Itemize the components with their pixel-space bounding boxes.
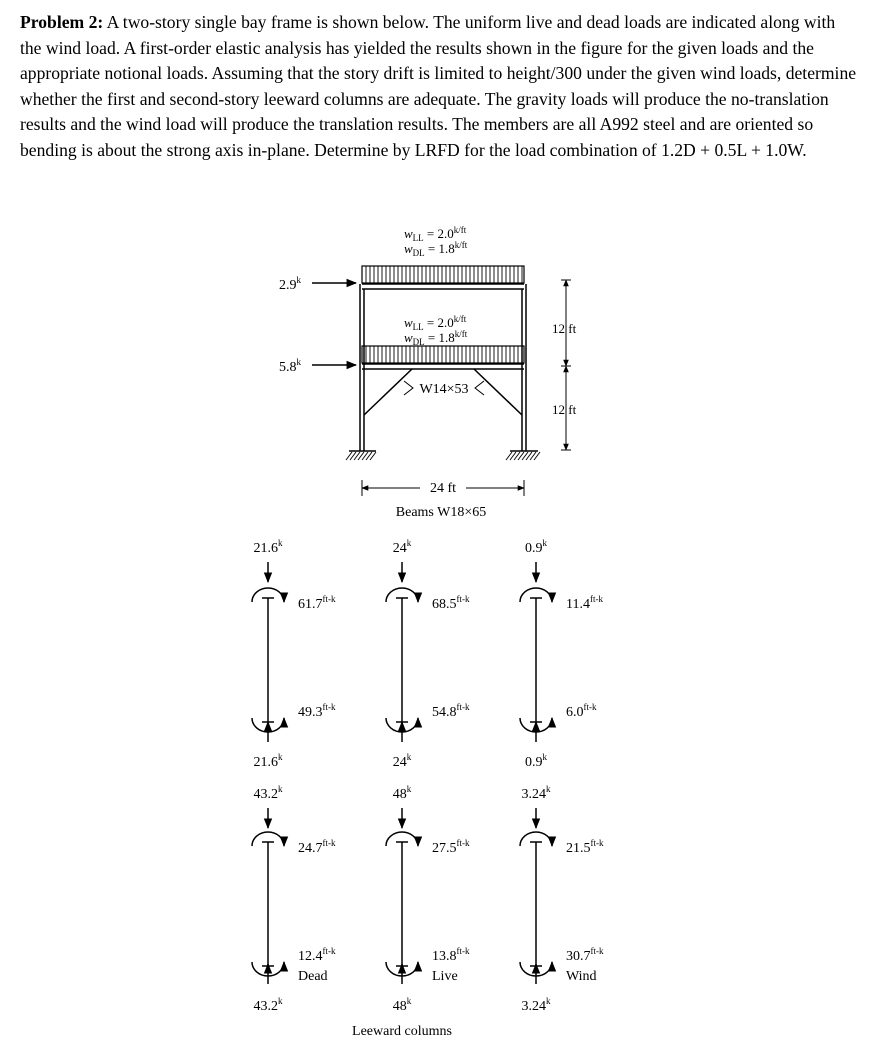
- floor-live-load-label: $w_{LL} = 2.0^{k/ft}$: [404, 314, 467, 332]
- dead-upper-moment-top-label: $61.7^{ft-k}$: [298, 594, 336, 612]
- leeward-column-diagrams: [252, 538, 604, 1014]
- wind-lower-moment-top-label: $21.5^{ft-k}$: [566, 838, 604, 856]
- problem-label: Problem 2:: [20, 12, 104, 32]
- wind-lower-axial-bottom-label: 3.24$^k$: [521, 996, 551, 1014]
- wind-upper-axial-bottom-label: 0.9$^k$: [525, 752, 547, 770]
- dead-case-label: Dead: [298, 969, 328, 984]
- live-upper-moment-bottom-label: $54.8^{ft-k}$: [432, 702, 470, 720]
- column-pointer-right: [475, 381, 484, 395]
- roof-distributed-load: [362, 266, 524, 283]
- dead-upper-moment-bottom-label: $49.3^{ft-k}$: [298, 702, 336, 720]
- live-lower-moment-bottom-label: $13.8^{ft-k}$: [432, 946, 470, 964]
- wind-upper-moment-top-label: $11.4^{ft-k}$: [566, 594, 603, 612]
- wind-upper-story: [520, 538, 603, 770]
- dead-upper-axial-top-label: 21.6$^k$: [253, 538, 283, 556]
- story-bottom-height: 12 ft: [552, 402, 577, 417]
- wind-case-label: Wind: [566, 969, 597, 984]
- left-support-hatch: [346, 452, 376, 460]
- right-support-hatch: [506, 452, 540, 460]
- left-brace: [364, 369, 412, 415]
- live-lower-moment-top-label: $27.5^{ft-k}$: [432, 838, 470, 856]
- wind-upper-moment-bottom-label: $6.0^{ft-k}$: [566, 702, 597, 720]
- right-brace: [474, 369, 522, 415]
- live-case-label: Live: [432, 969, 458, 984]
- story-top-height: 12 ft: [552, 321, 577, 336]
- live-upper-axial-bottom-label: 24$^k$: [392, 752, 412, 770]
- live-lower-axial-top-label: 48$^k$: [392, 784, 412, 802]
- column-pointer-left: [404, 381, 413, 395]
- problem-text: A two-story single bay frame is shown below. The uniform live and dead loads are indicated along with the wind load. A first-order elastic analysis has yielded the results shown in the figure for the given loads and the appropriate notional loads. Assuming that the story drift is limited to height/300 under the given wind loads, determine whether the first and second-story leeward columns are adequate. The gravity loads will produce the no-translation results and the wind load will produce the translation results. The members are all A992 steel and are oriented so bending is about the strong axis in-plane. Determine by LRFD for the load combination of 1.2D + 0.5L + 1.0W.: [20, 12, 857, 160]
- figure-caption: Leeward columns: [352, 1024, 452, 1039]
- dead-upper-axial-bottom-label: 21.6$^k$: [253, 752, 283, 770]
- live-upper-moment-top-label: $68.5^{ft-k}$: [432, 594, 470, 612]
- live-upper-story: [386, 538, 470, 770]
- live-lower-axial-bottom-label: 48$^k$: [392, 996, 412, 1014]
- dead-lower-axial-bottom-label: 43.2$^k$: [253, 996, 283, 1014]
- live-load-case: [386, 538, 470, 1014]
- wind-upper-axial-top-label: 0.9$^k$: [525, 538, 547, 556]
- wind-lower-moment-bottom-label: $30.7^{ft-k}$: [566, 946, 604, 964]
- column-section-label: W14×53: [419, 382, 469, 397]
- frame-diagram: [279, 225, 577, 520]
- roof-dead-load-label: $w_{DL} = 1.8^{k/ft}$: [404, 240, 468, 258]
- wind-lower-axial-top-label: 3.24$^k$: [521, 784, 551, 802]
- roof-live-load-label: $w_{LL} = 2.0^{k/ft}$: [404, 225, 467, 243]
- beams-label: Beams W18×65: [395, 505, 487, 520]
- wind-load-top-label: 2.9$^k$: [279, 275, 301, 293]
- span-label: 24 ft: [429, 481, 457, 496]
- floor-distributed-load: [362, 346, 524, 363]
- wind-load-case: [520, 538, 604, 1014]
- dead-upper-story: [252, 538, 336, 770]
- floor-dead-load-label: $w_{DL} = 1.8^{k/ft}$: [404, 329, 468, 347]
- dead-lower-axial-top-label: 43.2$^k$: [253, 784, 283, 802]
- live-upper-axial-top-label: 24$^k$: [392, 538, 412, 556]
- dead-lower-moment-bottom-label: $12.4^{ft-k}$: [298, 946, 336, 964]
- wind-load-mid-label: 5.8$^k$: [279, 357, 301, 375]
- dead-lower-moment-top-label: $24.7^{ft-k}$: [298, 838, 336, 856]
- dead-load-case: [252, 538, 336, 1014]
